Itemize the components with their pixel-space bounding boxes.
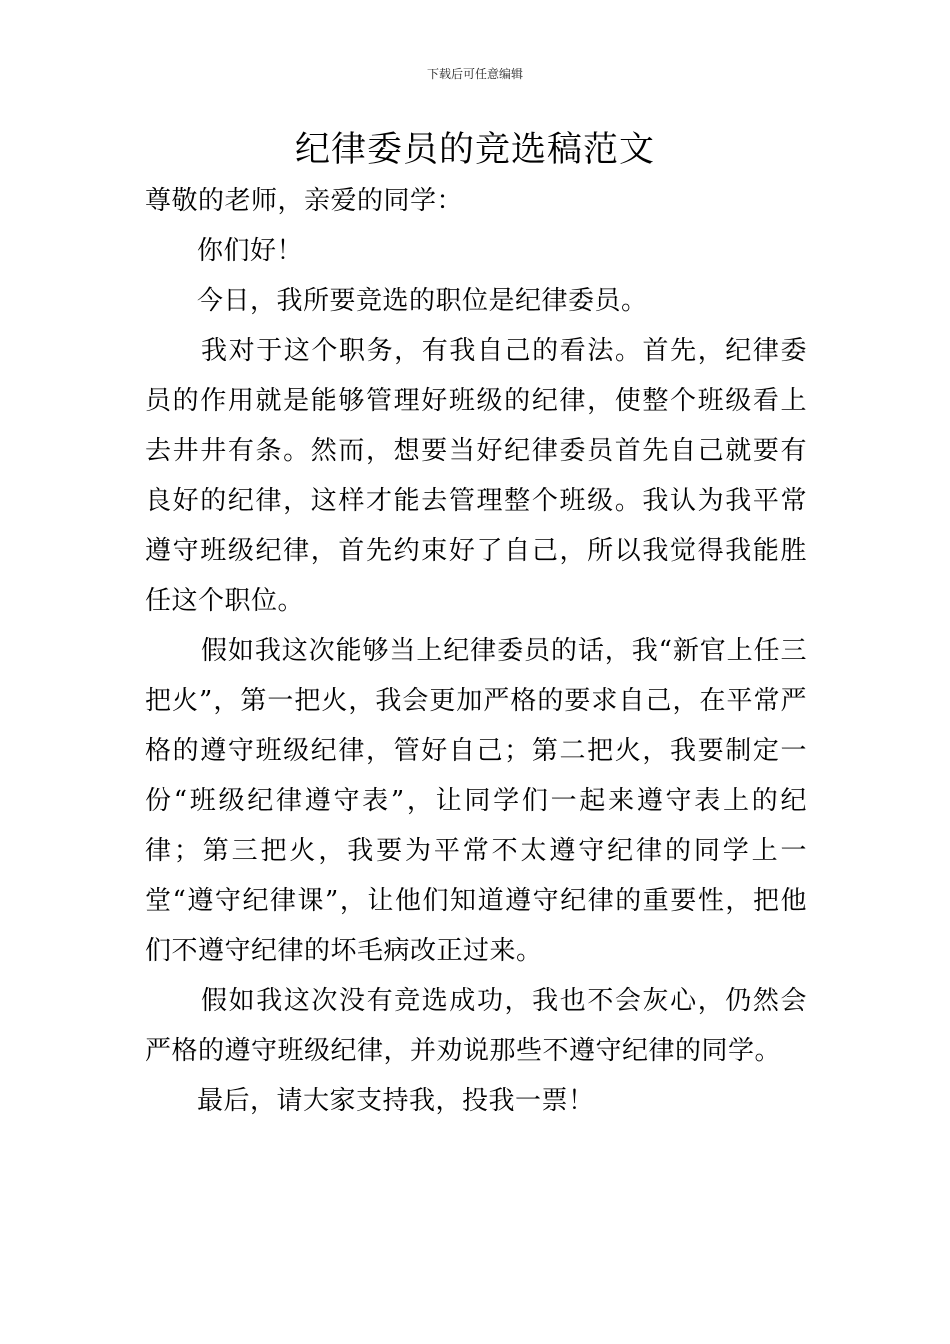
paragraph-view: 我对于这个职务，有我自己的看法。首先，纪律委员的作用就是能够管理好班级的纪律，使整个班级看上去井井有条。然而，想要当好纪律委员首先自己就要有良好的纪律，这样才能去管理整个班级。我认为我平常遵守班级纪律，首先约束好了自己，所以我觉得我能胜任这个职位。: [145, 336, 807, 616]
page-header-note: 下载后可任意编辑: [426, 67, 523, 81]
paragraph-fallback: 假如我这次没有竞选成功，我也不会灰心，仍然会严格的遵守班级纪律，并劝说那些不遵守纪律的同学。: [145, 986, 807, 1066]
document-body: [145, 176, 807, 1126]
paragraph-closing: 最后，请大家支持我，投我一票！: [197, 1086, 595, 1116]
paragraph-intro: 今日，我所要竞选的职位是纪律委员。: [197, 286, 648, 316]
greeting: 你们好！: [197, 236, 304, 266]
salutation: 尊敬的老师，亲爱的同学：: [145, 186, 464, 216]
paragraph-plan: 假如我这次能够当上纪律委员的话，我“新官上任三把火”，第一把火，我会更加严格的要求自己，在平常严格的遵守班级纪律，管好自己；第二把火，我要制定一份“班级纪律遵守表”，让同学们一起来遵守表上的纪律；第三把火，我要为平常不太遵守纪律的同学上一堂“遵守纪律课”，让他们知道遵守纪律的重要性，把他们不遵守纪律的坏毛病改正过来。: [145, 636, 807, 966]
document-title: 纪律委员的竞选稿范文: [294, 130, 655, 170]
